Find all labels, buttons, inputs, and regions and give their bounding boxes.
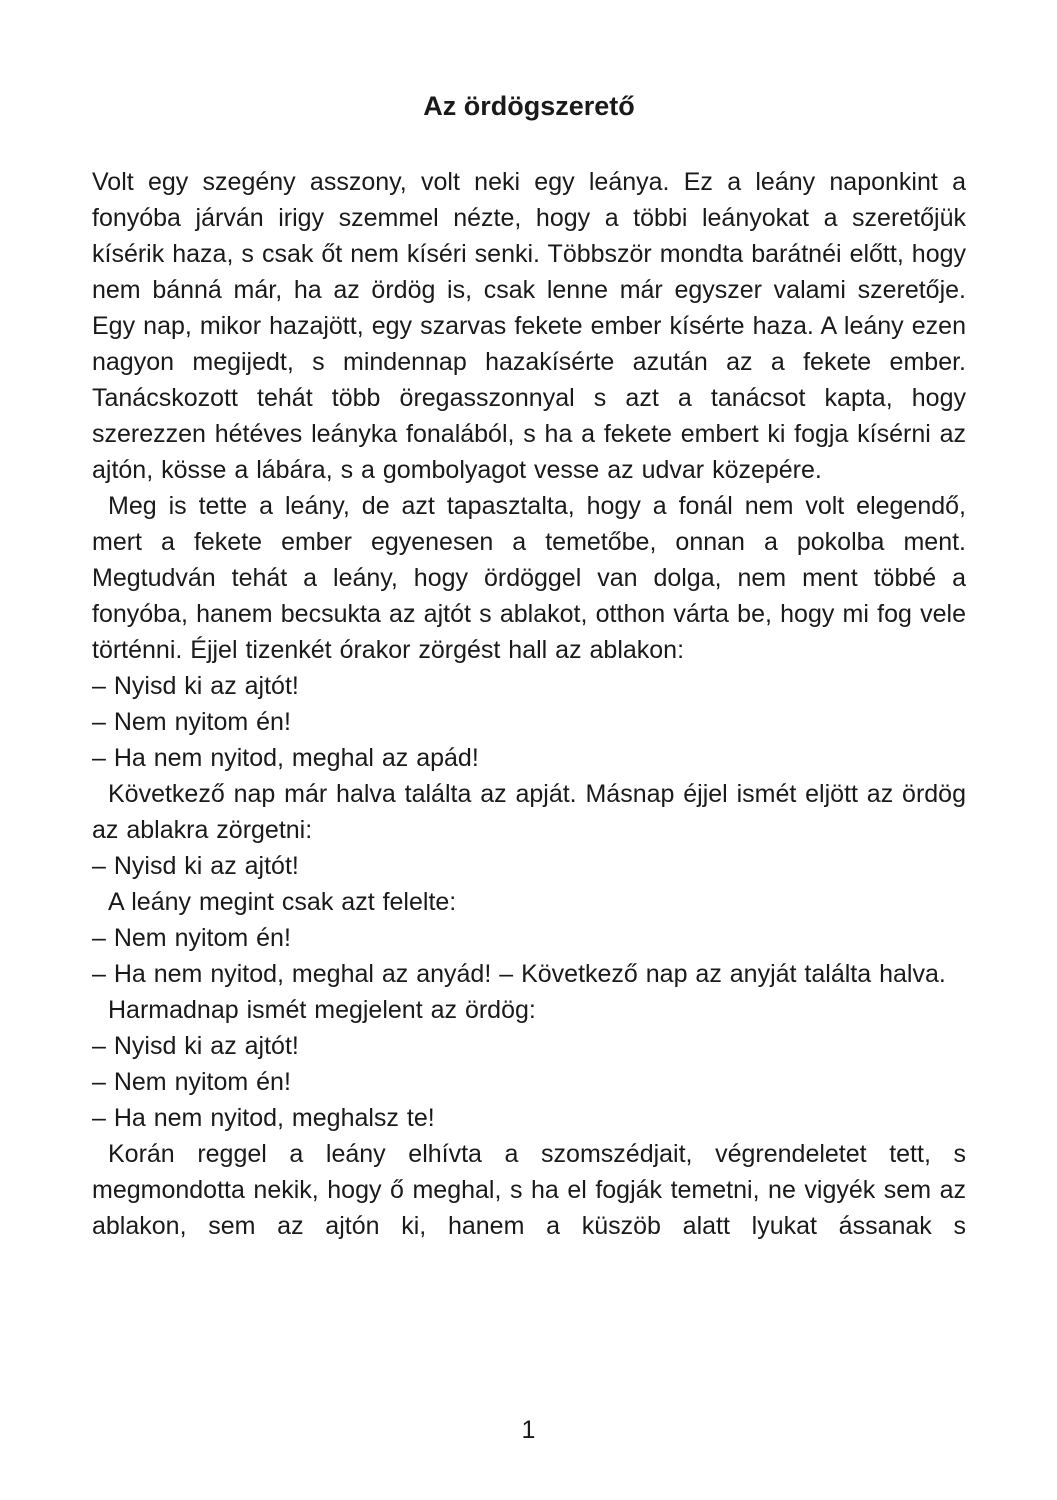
dialogue-line: – Nyisd ki az ajtót! bbox=[92, 852, 299, 880]
paragraph: A leány megint csak azt felelte: bbox=[108, 888, 457, 916]
page-number: 1 bbox=[521, 1416, 536, 1444]
dialogue-line: – Nem nyitom én! bbox=[92, 1068, 291, 1096]
dialogue-line: – Nyisd ki az ajtót! bbox=[92, 672, 299, 700]
dialogue-line: – Ha nem nyitod, meghal az apád! bbox=[92, 744, 479, 772]
paragraph: Volt egy szegény asszony, volt neki egy leánya. Ez a leány naponkint a fonyóba járván irigy szemmel nézte, hogy a többi leányokat a szeretőjük kísérik haza, s csak őt nem kíséri senki. Többször mondta barátnéi előtt, hogy nem bánná már, ha az ördög is, csak lenne már egyszer valami szeretője. Egy nap, mikor hazajött, egy szarvas fekete ember kísérte haza. A leány ezen nagyon megijedt, s mindennap hazakísérte azután az a fekete ember. Tanácskozott tehát több öregasszonnyal s azt a tanácsot kapta, hogy szerezzen hétéves leányka fonalából, s ha a fekete embert ki fogja kísérni az ajtón, kösse a lábára, s a gombolyagot vesse az udvar közepére. bbox=[92, 168, 966, 484]
paragraph: – Ha nem nyitod, meghal az anyád! – Következő nap az anyját találta halva. bbox=[92, 960, 946, 988]
dialogue-line: – Ha nem nyitod, meghalsz te! bbox=[92, 1104, 435, 1132]
dialogue-line: – Nyisd ki az ajtót! bbox=[92, 1032, 299, 1060]
paragraph: Következő nap már halva találta az apját. Másnap éjjel ismét eljött az ördög az ablakra zörgetni: bbox=[92, 780, 966, 844]
paragraph: Meg is tette a leány, de azt tapasztalta, hogy a fonál nem volt elegendő, mert a fekete ember egyenesen a temetőbe, onnan a pokolba ment. Megtudván tehát a leány, hogy ördöggel van dolga, nem ment többé a fonyóba, hanem becsukta az ajtót s ablakot, otthon várta be, hogy mi fog vele történni. Éjjel tizenkét órakor zörgést hall az ablakon: bbox=[92, 492, 966, 664]
dialogue-line: – Nem nyitom én! bbox=[92, 924, 291, 952]
document-body bbox=[92, 164, 966, 1244]
paragraph: Harmadnap ismét megjelent az ördög: bbox=[108, 996, 536, 1024]
dialogue-line: – Nem nyitom én! bbox=[92, 708, 291, 736]
paragraph: Korán reggel a leány elhívta a szomszédjait, végrendeletet tett, s megmondotta nekik, hogy ő meghal, s ha el fogják temetni, ne vigyék sem az ablakon, sem az ajtón ki, hanem a küszöb alatt lyukat ássanak s bbox=[92, 1140, 966, 1240]
page-title: Az ördögszerető bbox=[423, 91, 635, 121]
